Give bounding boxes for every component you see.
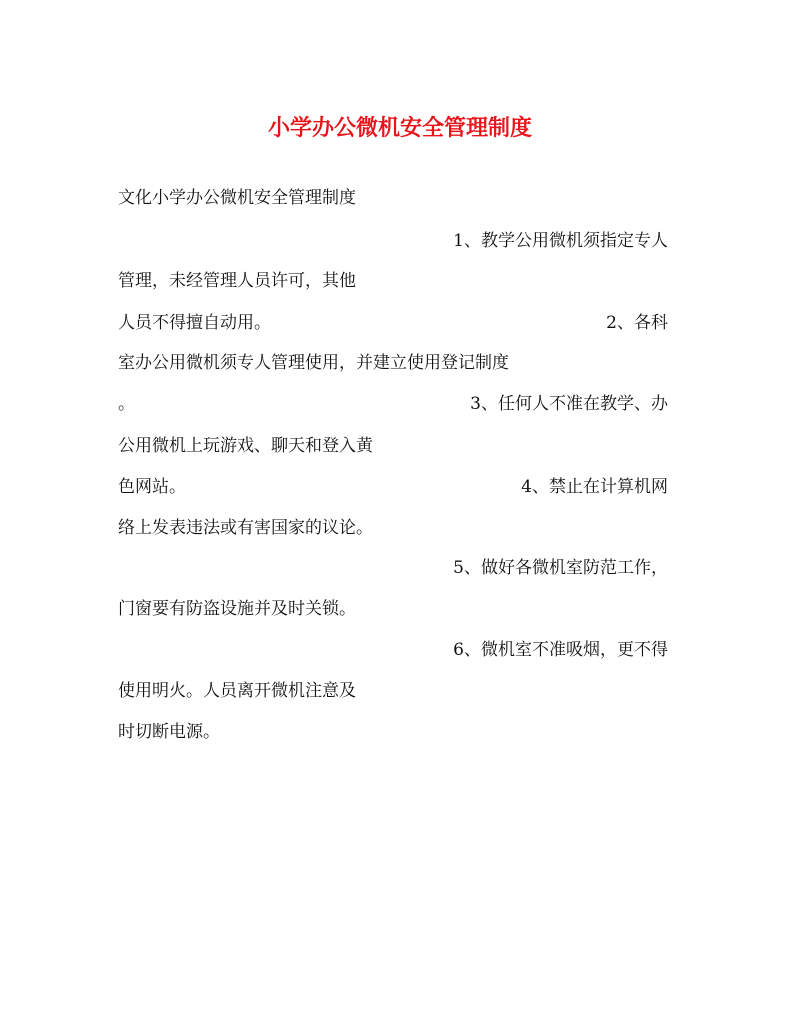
document-subtitle: 文化小学办公微机安全管理制度 <box>118 188 356 208</box>
text-line: 1、教学公用微机须指定专人 <box>453 231 668 251</box>
text-line: 6、微机室不准吸烟，更不得 <box>453 640 668 660</box>
text-line: 时切断电源。 <box>118 722 220 742</box>
text-line: 3、任何人不准在教学、办 <box>470 394 668 414</box>
document-title: 小学办公微机安全管理制度 <box>267 115 532 141</box>
text-line: 络上发表违法或有害国家的议论。 <box>118 518 373 538</box>
text-line: 门窗要有防盗设施并及时关锁。 <box>118 599 356 619</box>
text-line: 室办公用微机须专人管理使用，并建立使用登记制度 <box>118 353 509 373</box>
text-line: 4、禁止在计算机网 <box>521 477 668 497</box>
text-line: 管理，未经管理人员许可，其他 <box>118 271 356 291</box>
text-line: 2、各科 <box>606 313 668 333</box>
text-line: 色网站。 <box>118 477 186 497</box>
text-line: 使用明火。人员离开微机注意及 <box>118 681 356 701</box>
text-line: 。 <box>118 394 135 414</box>
text-line: 人员不得擅自动用。 <box>118 313 271 333</box>
text-line: 5、做好各微机室防范工作， <box>453 558 668 578</box>
text-line: 公用微机上玩游戏、聊天和登入黄 <box>118 436 373 456</box>
